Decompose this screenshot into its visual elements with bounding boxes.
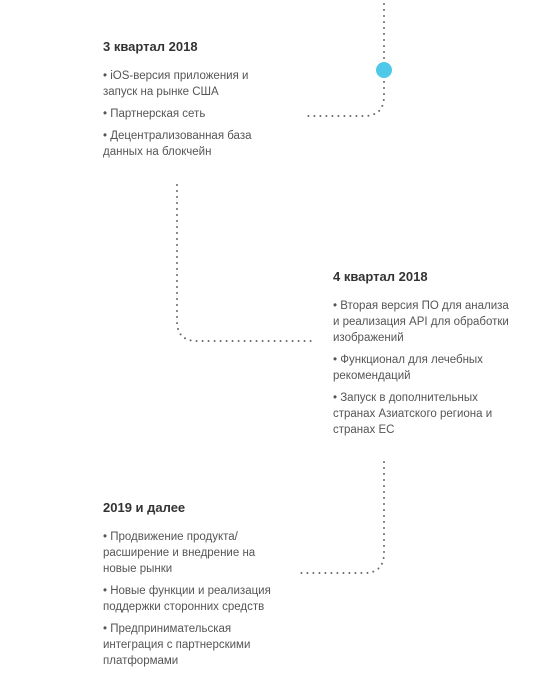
milestone-item: • Децентрализованная база данных на блокчейн	[103, 130, 252, 158]
milestone-item: • Предпринимательская интеграция с партнерскими платформами	[103, 623, 251, 667]
milestone-item: • iOS-версия приложения и запуск на рынке США	[103, 70, 249, 98]
milestone-item: • Функционал для лечебных рекомендаций	[333, 354, 483, 382]
connector-q3-to-q4	[177, 185, 316, 341]
milestone-item: • Запуск в дополнительных странах Азиатского региона и странах ЕС	[333, 392, 493, 436]
connector-q4-to-2019	[299, 462, 384, 573]
connector-q3-curve	[303, 70, 384, 116]
milestone-title: 4 квартал 2018	[333, 269, 428, 284]
milestone-list	[103, 529, 288, 669]
milestone-list	[333, 298, 518, 438]
milestone-2019-and-beyond	[103, 500, 288, 675]
milestone-item: • Новые функции и реализация поддержки сторонних средств	[103, 585, 271, 613]
current-milestone-dot	[376, 62, 392, 78]
milestone-q4-2018	[333, 269, 518, 444]
milestone-title: 2019 и далее	[103, 500, 186, 515]
milestone-list	[103, 68, 278, 160]
milestone-q3-2018	[103, 39, 278, 166]
milestone-title: 3 квартал 2018	[103, 39, 198, 54]
milestone-item: • Вторая версия ПО для анализа и реализация API для обработки изображений	[333, 300, 509, 344]
milestone-item: • Продвижение продукта/ расширение и внедрение на новые рынки	[103, 531, 256, 575]
milestone-item: • Партнерская сеть	[103, 108, 206, 120]
